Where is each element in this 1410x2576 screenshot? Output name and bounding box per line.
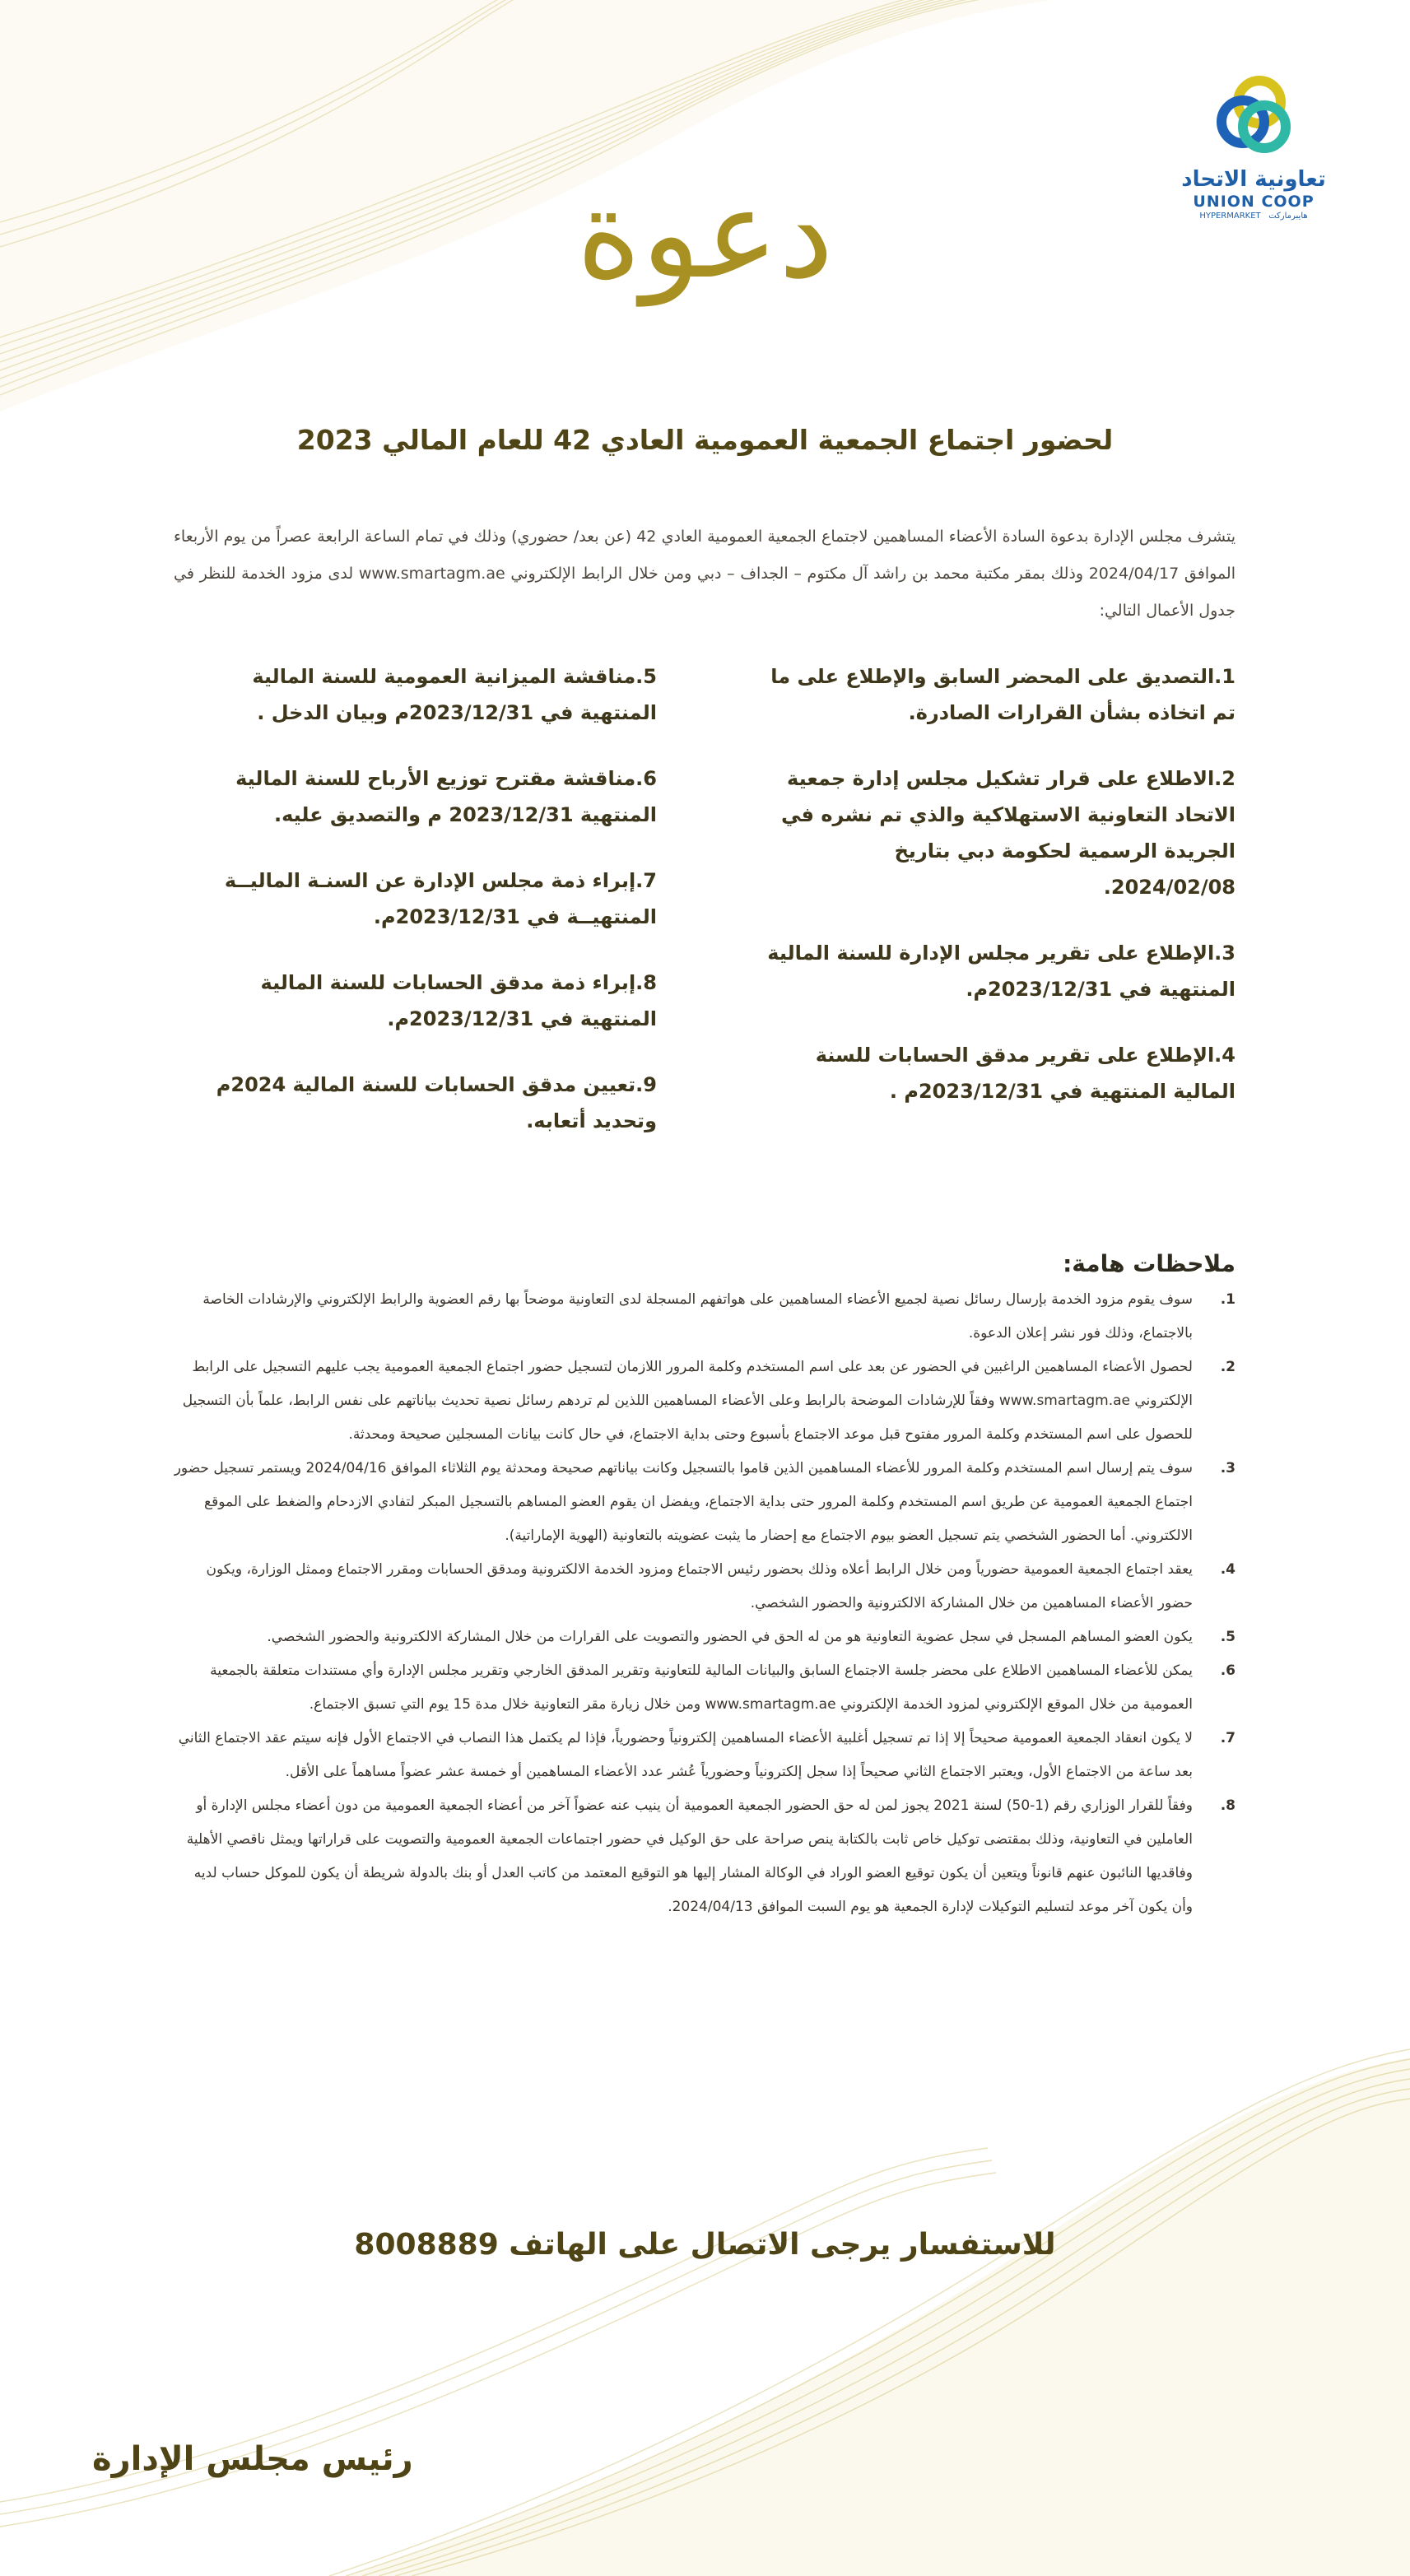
agenda-item: 7.إبراء ذمة مجلس الإدارة عن السنـة الماليــة المنتهيــة في 2023/12/31م. — [224, 869, 657, 928]
board-chairman-signature: رئيس مجلس الإدارة — [92, 2440, 413, 2478]
note-number: 8. — [1220, 1797, 1235, 1814]
note-item — [174, 1351, 1235, 1452]
note-number: 7. — [1220, 1730, 1235, 1746]
note-number: 6. — [1220, 1662, 1235, 1679]
note-item — [174, 1553, 1235, 1620]
gold-wave-decoration-bottom — [0, 2041, 1410, 2576]
agenda-item: 1.التصديق على المحضر السابق والإطلاع على ما تم اتخاذه بشأن القرارات الصادرة. — [770, 665, 1235, 724]
note-text: وفقاً للقرار الوزاري رقم (1-50) لسنة 2021 يجوز لمن له حق الحضور الجمعية العمومية أن ينيب عنه عضواً آخر من أعضاء الجمعية العمومية من دون أعضاء مجلس الإدارة أو العاملين في التعاونية، وذلك بمقتضى توكيل خاص ثابت بالكتابة ينص صراحة على حق الوكيل في حضور اجتماعات الجمعية العمومية والتصويت على قراراتها ويمثل ناقصي الأهلية وفاقديها النائبون عنهم قانوناً ويتعين أن يكون توقيع العضو الوراد في الوكالة المشار إليها هو التوقيع المعتمد من كاتب العدل أو بنك بالدولة شريطة أن يكون للموكل حساب لديه وأن يكون آخر موعد لتسليم التوكيلات لإدارة الجمعية هو يوم السبت الموافق 2024/04/13. — [186, 1797, 1193, 1915]
notes-list — [174, 1283, 1235, 1924]
note-item — [174, 1452, 1235, 1553]
logo-english-name: UNION COOP — [1193, 193, 1315, 211]
note-item — [174, 1620, 1235, 1654]
note-number: 1. — [1220, 1291, 1235, 1308]
agenda-item: 9.تعيين مدقق الحسابات للسنة المالية 2024م وتحديد أتعابه. — [216, 1073, 657, 1132]
agenda-item: 6.مناقشة مقترح توزيع الأرباح للسنة المالية المنتهية 2023/12/31 م والتصديق عليه. — [235, 767, 657, 826]
note-text: سوف يقوم مزود الخدمة بإرسال رسائل نصية لجميع الأعضاء المساهمين على هواتفهم المسجلة لدى التعاونية موضحاً بها رقم العضوية والرابط الإلكتروني والإرشادات الخاصة بالاجتماع، وذلك فور نشر إعلان الدعوة. — [202, 1291, 1193, 1341]
note-text: لا يكون انعقاد الجمعية العمومية صحيحاً إلا إذا تم تسجيل أغلبية الأعضاء المساهمين إلكترونياً وحضورياً، فإذا لم يكتمل هذا النصاب في الاجتماع الأول فإنه سيتم عقد الاجتماع الثاني بعد ساعة من الاجتماع الأول، ويعتبر الاجتماع الثاني صحيحاً إذا سجل إلكترونياً وحضورياً عُشر عدد الأعضاء المساهمين أو خمسة عشر عضواً مساهماً على الأقل. — [178, 1730, 1193, 1780]
intro-paragraph: يتشرف مجلس الإدارة بدعوة السادة الأعضاء المساهمين لاجتماع الجمعية العمومية العادي 42 (عن بعد/ حضوري) وذلك في تمام الساعة الرابعة عصراً من يوم الأربعاء الموافق 2024/04/17 وذلك بمقر مكتبة محمد بن راشد آل مكتوم – الجداف – دبي ومن خلال الرابط الإلكتروني www.smartagm.ae لدى مزود الخدمة للنظر في جدول الأعمال التالي: — [174, 528, 1236, 620]
notes-title: ملاحظات هامة: — [1063, 1250, 1235, 1277]
logo-rings-icon — [1208, 72, 1299, 163]
contact-line: للاستفسار يرجى الاتصال على الهاتف 8008889 — [354, 2228, 1056, 2262]
note-number: 2. — [1220, 1359, 1235, 1375]
agenda-item: 8.إبراء ذمة مدقق الحسابات للسنة المالية المنتهية في 2023/12/31م. — [260, 971, 657, 1030]
meeting-subtitle: لحضور اجتماع الجمعية العمومية العادي 42 للعام المالي 2023 — [296, 424, 1114, 456]
note-item — [174, 1283, 1235, 1351]
logo-arabic-name: تعاونية الاتحاد — [1181, 167, 1326, 192]
note-text: سوف يتم إرسال اسم المستخدم وكلمة المرور للأعضاء المساهمين الذين قاموا بالتسجيل وكانت بياناتهم صحيحة ومحدثة يوم الثلاثاء الموافق 2024/04/16 ويستمر تسجيل حضور اجتماع الجمعية العمومية عن طريق اسم المستخدم وكلمة المرور حتى بداية الاجتماع، ويفضل ان يقوم العضو المساهم بالتسجيل المبكر لتفادي الازدحام والضغط على الموقع الالكتروني. أما الحضور الشخصي يتم تسجيل العضو بيوم الاجتماع مع إحضار ما يثبت عضويته بالتعاونية (الهوية الإماراتية). — [174, 1460, 1193, 1544]
note-item — [174, 1722, 1235, 1789]
important-notes-section — [174, 1247, 1235, 1924]
logo-tagline-ar: هايبرماركت — [1268, 212, 1308, 221]
agenda-item: 3.الإطلاع على تقرير مجلس الإدارة للسنة المالية المنتهية في 2023/12/31م. — [767, 942, 1235, 1001]
note-item — [174, 1789, 1235, 1924]
logo-tagline-en: HYPERMARKET — [1199, 212, 1261, 221]
agenda-column-right — [758, 658, 1235, 1139]
agenda-item: 2.الاطلاع على قرار تشكيل مجلس إدارة جمعية الاتحاد التعاونية الاستهلاكية والذي تم نشره في الجريدة الرسمية لحكومة دبي بتاريخ 2024/02/08. — [781, 767, 1235, 899]
invitation-title: دعوة — [576, 163, 834, 306]
note-text: لحصول الأعضاء المساهمين الراغبين في الحضور عن بعد على اسم المستخدم وكلمة المرور اللازمان لتسجيل حضور اجتماع الجمعية العمومية يجب عليهم التسجيل على الرابط الإلكتروني www.smartagm.ae وفقاً للإرشادات الموضحة بالرابط وعلى الأعضاء المساهمين اللذين لم تردهم رسائل نصية تحديث بياناتهم على نفس الرابط، علماً بأن التسجيل للحصول على اسم المستخدم وكلمة المرور مفتوح قبل موعد الاجتماع بأسبوع وحتى بداية الاجتماع، في حال كانت بيانات المسجلين صحيحة ومحدثة. — [182, 1359, 1193, 1443]
note-number: 4. — [1220, 1561, 1235, 1578]
note-item — [174, 1654, 1235, 1722]
note-text: يمكن للأعضاء المساهمين الاطلاع على محضر جلسة الاجتماع السابق والبيانات المالية للتعاونية وتقرير المدقق الخارجي وتقرير مجلس الإدارة وأي مستندات متعلقة بالجمعية العمومية من خلال الموقع الإلكتروني لمزود الخدمة الإلكتروني www.smartagm.ae ومن خلال زيارة مقر التعاونية خلال مدة 15 يوم التي تسبق الاجتماع. — [210, 1662, 1193, 1713]
agenda-item: 5.مناقشة الميزانية العمومية للسنة المالية المنتهية في 2023/12/31م وبيان الدخل . — [252, 665, 657, 724]
note-number: 3. — [1220, 1460, 1235, 1476]
agenda-item: 4.الإطلاع على تقرير مدقق الحسابات للسنة المالية المنتهية في 2023/12/31م . — [815, 1044, 1235, 1103]
agenda-column-left — [179, 658, 657, 1169]
note-number: 5. — [1220, 1629, 1235, 1645]
note-text: يعقد اجتماع الجمعية العمومية حضورياً ومن خلال الرابط أعلاه وذلك بحضور رئيس الاجتماع ومزود الخدمة الالكترونية ومدقق الحسابات ومقرر الاجتماع وممثل الوزارة، ويكون حضور الأعضاء المساهمين من خلال المشاركة الالكترونية والحضور الشخصي. — [206, 1561, 1193, 1611]
note-text: يكون العضو المساهم المسجل في سجل عضوية التعاونية هو من له الحق في الحضور والتصويت على القرارات من خلال المشاركة الالكترونية والحضور الشخصي. — [267, 1629, 1193, 1645]
